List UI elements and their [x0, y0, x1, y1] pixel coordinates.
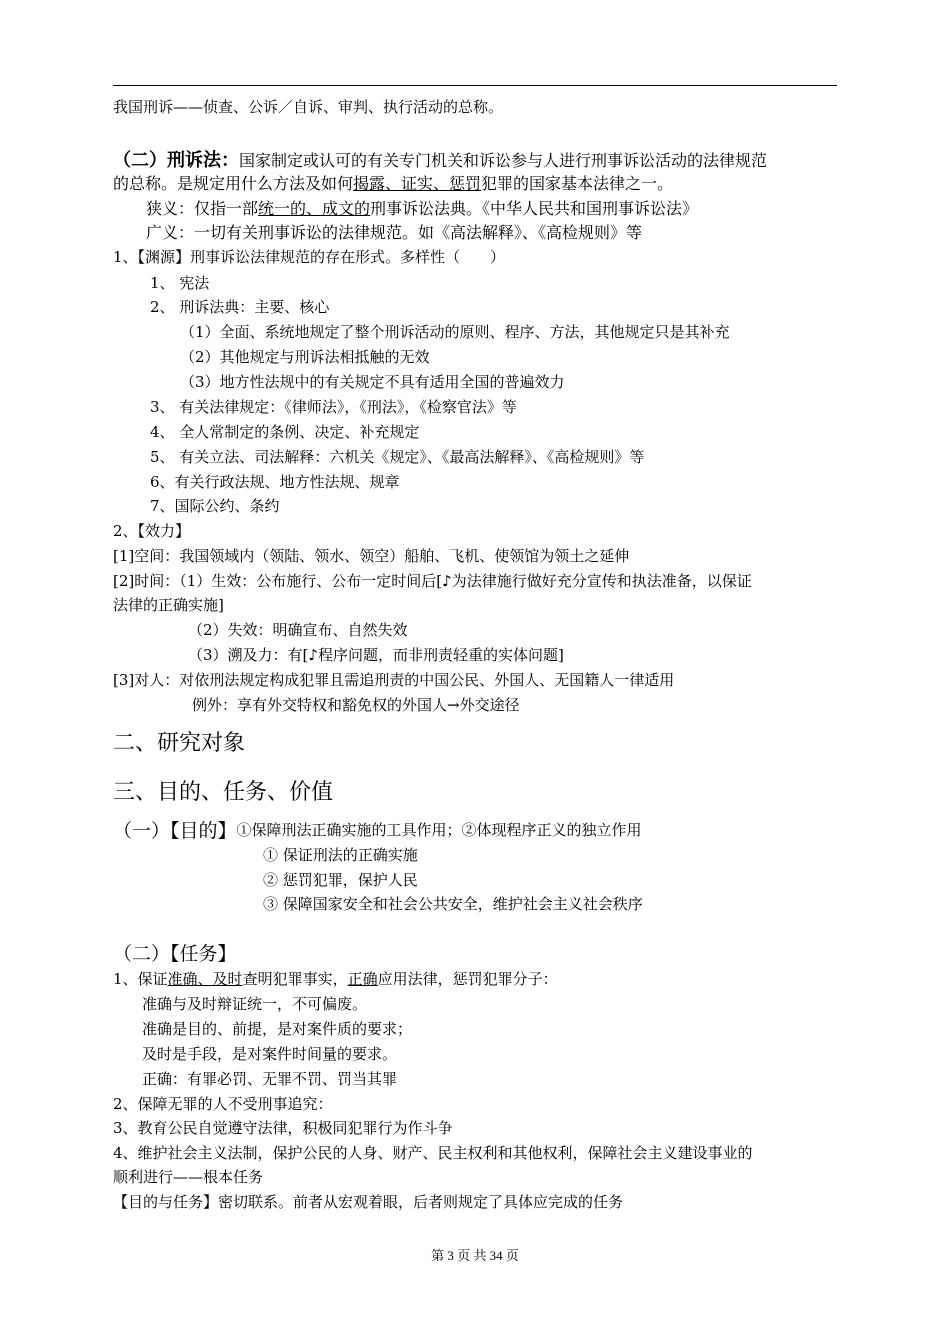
effect-time-1-cont: 法律的正确实施] [113, 596, 224, 614]
task-heading: （二）【任务】 [113, 943, 237, 965]
underlined-text: 揭露、证实、惩罚 [353, 174, 482, 193]
broad-definition: 广义：一切有关刑事诉讼的法律规范。如《高法解释》、《高检规则》等 [146, 223, 643, 242]
heading-research-object: 二、研究对象 [113, 731, 246, 756]
underlined-text: 正确 [347, 970, 378, 988]
source-item: 4、 全人常制定的条例、决定、补充规定 [150, 423, 420, 441]
effect-heading: 2、【效力】 [113, 522, 191, 540]
source-sub-item: （3）地方性法规中的有关规定不具有适用全国的普遍效力 [180, 373, 565, 391]
heading-purpose-task-value: 三、目的、任务、价值 [113, 780, 334, 805]
text: 狭义：仅指一部 [146, 199, 259, 218]
task-line-3: 3、教育公民自觉遵守法律，积极同犯罪行为作斗争 [113, 1119, 453, 1137]
text: 犯罪的国家基本法律之一。 [481, 174, 674, 193]
underlined-text: 准确、及时 [167, 970, 243, 988]
effect-time-1: [2]时间：（1）生效：公布施行、公布一定时间后[♪为法律施行做好充分宣传和执法准备，以保证 [113, 572, 752, 590]
effect-exception: 例外：享有外交特权和豁免权的外国人→外交途径 [192, 696, 520, 714]
text: 查明犯罪事实， [242, 970, 348, 988]
effect-time-2: （2）失效：明确宣布、自然失效 [188, 621, 408, 639]
task-line-2: 2、保障无罪的人不受刑事追究： [113, 1095, 333, 1113]
source-sub-item: （1）全面、系统地规定了整个刑诉活动的原则、程序、方法，其他规定只是其补充 [180, 323, 730, 341]
purpose-item: ② 惩罚犯罪，保护人民 [263, 871, 418, 889]
effect-person: [3]对人：对依刑法规定构成犯罪且需追刑责的中国公民、外国人、无国籍人一律适用 [113, 671, 675, 689]
source-item: 6、有关行政法规、地方性法规、规章 [150, 473, 400, 491]
definition-line-1: 国家制定或认可的有关专门机关和诉讼参与人进行刑事诉讼活动的法律规范 [239, 151, 768, 170]
section-heading: （二）刑诉法： [113, 150, 239, 171]
task-sub-item: 准确是目的、前提，是对案件质的要求； [142, 1020, 413, 1038]
task-line-4-cont: 顺利进行——根本任务 [113, 1168, 264, 1186]
source-item: 1、 宪法 [150, 274, 210, 292]
underlined-text: 统一的、成文的 [258, 199, 371, 218]
source-item: 3、 有关法律规定：《律师法》，《刑法》，《检察官法》等 [150, 398, 517, 416]
purpose-line [113, 818, 642, 844]
task-sub-item: 及时是手段，是对案件时间量的要求。 [142, 1045, 398, 1063]
text: 1、保证 [113, 970, 168, 988]
task-sub-item: 正确：有罪必罚、无罪不罚、罚当其罪 [142, 1070, 398, 1088]
definition-line-2 [113, 173, 673, 195]
page-number-footer: 第 3 页 共 34 页 [431, 1248, 519, 1263]
source-item: 2、 刑诉法典：主要、核心 [150, 298, 330, 316]
task-line-1 [113, 968, 558, 990]
purpose-task-relation: 【目的与任务】密切联系。前者从宏观着眼，后者则规定了具体应完成的任务 [113, 1193, 624, 1211]
source-heading: 1、【渊源】刑事诉讼法律规范的存在形式。多样性（ ） [113, 248, 506, 266]
section-criminal-procedure-law [113, 150, 767, 172]
task-line-4: 4、维护社会主义法制，保护公民的人身、财产、民主权利和其他权利，保障社会主义建设事业的 [113, 1144, 753, 1162]
text: 应用法律，惩罚犯罪分子： [377, 970, 558, 988]
purpose-heading: （一）【目的】 [113, 820, 237, 842]
header-rule [113, 85, 837, 86]
source-sub-item: （2）其他规定与刑诉法相抵触的无效 [180, 348, 430, 366]
text: 的总称。是规定用什么方法及如何 [113, 174, 354, 193]
effect-space: [1]空间：我国领域内（领陆、领水、领空）船舶、飞机、使领馆为领土之延伸 [113, 547, 630, 565]
intro-line: 我国刑诉——侦查、公诉／自诉、审判、执行活动的总称。 [113, 98, 504, 116]
purpose-item: ① 保证刑法的正确实施 [263, 846, 418, 864]
purpose-text: ①保障刑法正确实施的工具作用；②体现程序正义的独立作用 [236, 821, 642, 839]
effect-time-3: （3）溯及力：有[♪程序问题，而非刑责轻重的实体问题] [188, 646, 564, 664]
source-item: 5、 有关立法、司法解释：六机关《规定》、《最高法解释》、《高检规则》等 [150, 448, 645, 466]
text: 刑事诉讼法典。《中华人民共和国刑事诉讼法》 [370, 199, 699, 218]
task-sub-item: 准确与及时辩证统一，不可偏废。 [142, 995, 368, 1013]
narrow-definition [146, 198, 698, 220]
source-item: 7、国际公约、条约 [150, 497, 280, 515]
purpose-item: ③ 保障国家安全和社会公共安全，维护社会主义社会秩序 [263, 895, 643, 913]
